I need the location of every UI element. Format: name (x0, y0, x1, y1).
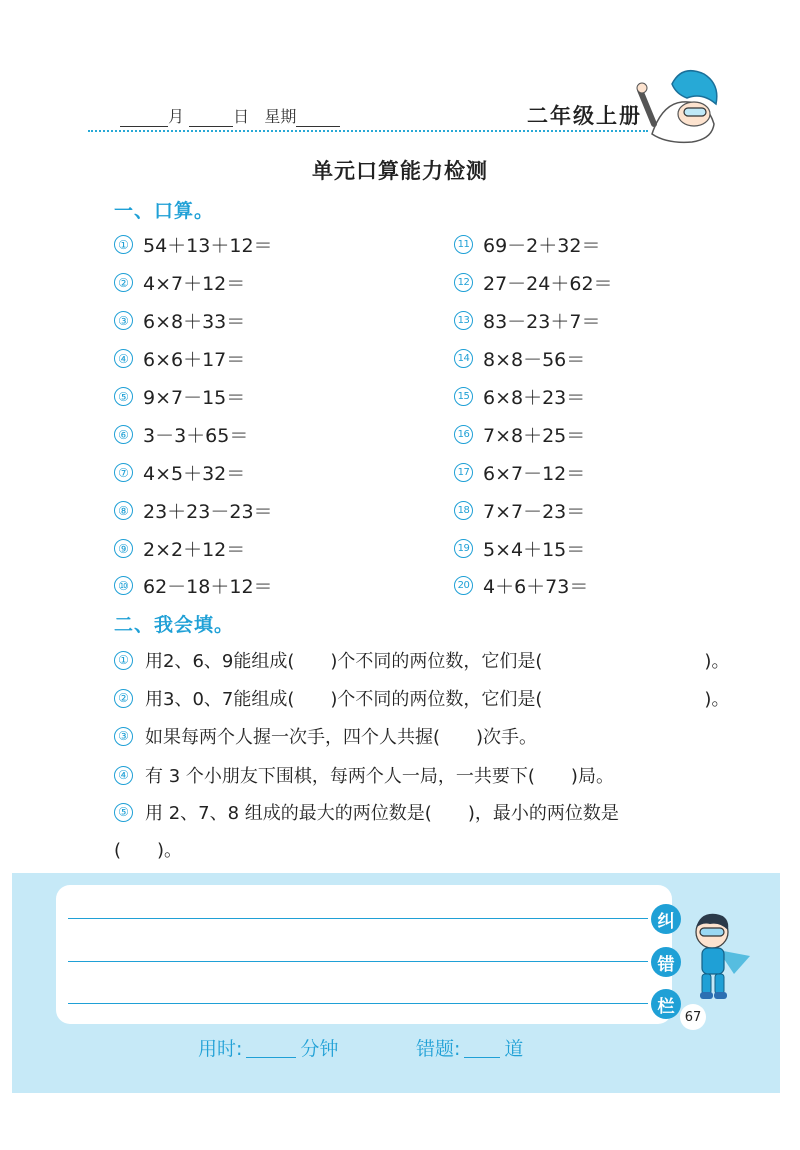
time-field (198, 1034, 338, 1061)
calc-item-17 (454, 459, 585, 486)
item-number: ② (114, 689, 133, 708)
item-number: 13 (454, 311, 473, 330)
calc-item-4 (114, 345, 245, 372)
item-number: ④ (114, 766, 133, 785)
calc-item-9 (114, 535, 245, 562)
item-number: ① (114, 651, 133, 670)
calc-expression: 5×4＋15＝ (483, 539, 586, 561)
calc-item-3 (114, 307, 245, 334)
item-number: ② (114, 273, 133, 292)
date-line (120, 104, 340, 127)
calc-item-20 (454, 572, 588, 599)
day-blank[interactable] (189, 108, 233, 127)
item-number: 15 (454, 387, 473, 406)
page-title: 单元口算能力检测 (312, 159, 488, 183)
item-number: ③ (114, 727, 133, 746)
calc-expression: 54＋13＋12＝ (143, 235, 273, 257)
header-divider (88, 130, 648, 132)
month-blank[interactable] (120, 108, 168, 127)
time-unit: 分钟 (300, 1038, 339, 1060)
calc-item-6 (114, 421, 248, 448)
time-label: 用时: (198, 1038, 243, 1060)
calc-item-2 (114, 269, 245, 296)
item-number: 20 (454, 576, 473, 595)
calc-item-8 (114, 497, 273, 524)
calc-item-19 (454, 535, 585, 562)
fill-text: 如果每两个人握一次手，四个人共握( )次手。 (145, 727, 538, 748)
item-number: ③ (114, 311, 133, 330)
calc-expression: 6×8＋23＝ (483, 387, 586, 409)
calc-expression: 2×2＋12＝ (143, 539, 246, 561)
calc-expression: 6×6＋17＝ (143, 349, 246, 371)
correction-line[interactable] (68, 918, 648, 919)
item-number: ⑨ (114, 539, 133, 558)
weekday-blank[interactable] (296, 108, 340, 127)
page-number: 67 (680, 1004, 706, 1030)
item-number: 12 (454, 273, 473, 292)
fill-item-4 (114, 762, 614, 788)
correction-char: 纠 (651, 904, 681, 934)
correction-char: 栏 (651, 989, 681, 1019)
error-label: 错题: (416, 1038, 461, 1060)
fill-item-5-continuation: ( )。 (114, 840, 183, 861)
calc-expression: 69－2＋32＝ (483, 235, 601, 257)
calc-expression: 4×5＋32＝ (143, 463, 246, 485)
day-label: 日 (233, 107, 250, 126)
item-number: 14 (454, 349, 473, 368)
calc-item-12 (454, 269, 613, 296)
item-number: 17 (454, 463, 473, 482)
item-number: 11 (454, 235, 473, 254)
calc-item-7 (114, 459, 245, 486)
item-number: 18 (454, 501, 473, 520)
calc-item-15 (454, 383, 585, 410)
fill-text: 用 2、7、8 组成的最大的两位数是( )，最小的两位数是 (145, 803, 619, 824)
fill-text: 用3、0、7能组成( )个不同的两位数，它们是( )。 (145, 689, 730, 710)
weekday-label: 星期 (264, 107, 297, 126)
calc-item-14 (454, 345, 585, 372)
calc-expression: 6×7－12＝ (483, 463, 586, 485)
calc-item-18 (454, 497, 585, 524)
fill-item-2 (114, 685, 729, 711)
calc-item-1 (114, 231, 273, 258)
error-field (416, 1034, 523, 1061)
fill-item-3 (114, 723, 537, 749)
calc-expression: 3－3＋65＝ (143, 425, 249, 447)
calc-expression: 9×7－15＝ (143, 387, 246, 409)
calc-expression: 8×8－56＝ (483, 349, 586, 371)
correction-line[interactable] (68, 1003, 648, 1004)
calc-expression: 4＋6＋73＝ (483, 576, 589, 598)
error-unit: 道 (504, 1038, 524, 1060)
calc-expression: 4×7＋12＝ (143, 273, 246, 295)
fill-item-1 (114, 647, 729, 673)
correction-line[interactable] (68, 961, 648, 962)
fill-text: 有 3 个小朋友下围棋，每两个人一局，一共要下( )局。 (145, 766, 614, 787)
calc-expression: 7×7－23＝ (483, 501, 586, 523)
fill-item-5 (114, 799, 619, 825)
item-number: 16 (454, 425, 473, 444)
calc-expression: 62－18＋12＝ (143, 576, 273, 598)
mascot-icon (632, 64, 722, 144)
item-number: ⑤ (114, 803, 133, 822)
item-number: ⑦ (114, 463, 133, 482)
correction-char: 错 (651, 947, 681, 977)
fill-text: 用2、6、9能组成( )个不同的两位数，它们是( )。 (145, 651, 730, 672)
grade-label: 二年级上册 (527, 104, 642, 128)
calc-expression: 27－24＋62＝ (483, 273, 613, 295)
calc-expression: 83－23＋7＝ (483, 311, 601, 333)
calc-item-16 (454, 421, 585, 448)
calc-expression: 23＋23－23＝ (143, 501, 273, 523)
item-number: ④ (114, 349, 133, 368)
item-number: ① (114, 235, 133, 254)
item-number: ⑥ (114, 425, 133, 444)
error-blank[interactable] (464, 1037, 500, 1058)
section2-heading: 二、我会填。 (114, 614, 235, 636)
hero-mascot-icon (684, 910, 754, 1002)
calc-item-11 (454, 231, 600, 258)
calc-expression: 7×8＋25＝ (483, 425, 586, 447)
calc-item-10 (114, 572, 273, 599)
item-number: ⑧ (114, 501, 133, 520)
month-label: 月 (168, 107, 185, 126)
calc-item-13 (454, 307, 600, 334)
time-blank[interactable] (246, 1037, 296, 1058)
calc-expression: 6×8＋33＝ (143, 311, 246, 333)
item-number: 19 (454, 539, 473, 558)
section1-heading: 一、口算。 (114, 200, 215, 222)
item-number: ⑩ (114, 576, 133, 595)
item-number: ⑤ (114, 387, 133, 406)
calc-item-5 (114, 383, 245, 410)
